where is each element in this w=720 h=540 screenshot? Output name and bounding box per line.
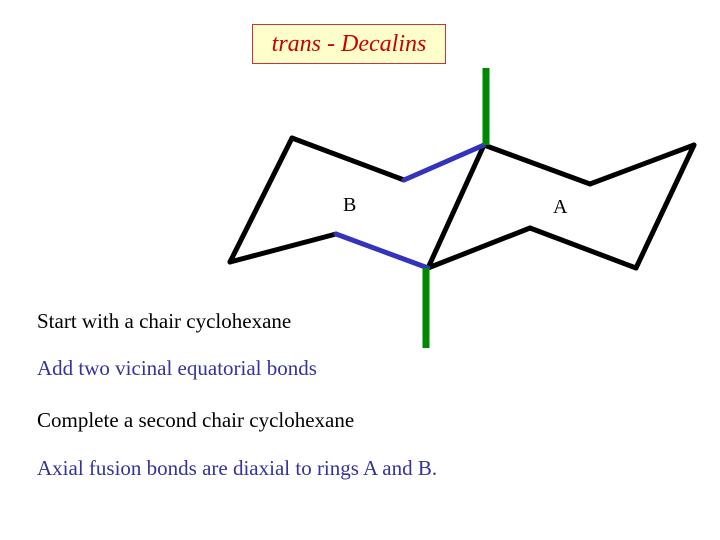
ring-b-bond xyxy=(230,138,292,262)
ring-b-label: B xyxy=(343,194,357,216)
step-2-text: Add two vicinal equatorial bonds xyxy=(37,356,317,380)
ring-b-bond xyxy=(292,138,404,180)
step-3-text: Complete a second chair cyclohexane xyxy=(37,408,355,432)
ring-a-bond xyxy=(484,145,590,184)
equatorial-bond-lower xyxy=(336,234,428,268)
ring-a-bond xyxy=(530,228,636,268)
slide-title: trans - Decalins xyxy=(252,24,446,64)
step-1-text: Start with a chair cyclohexane xyxy=(37,309,292,333)
step-4-text: Axial fusion bonds are diaxial to rings A and B. xyxy=(37,456,438,480)
ring-b-bond xyxy=(230,234,336,262)
ring-a-label: A xyxy=(553,196,568,218)
